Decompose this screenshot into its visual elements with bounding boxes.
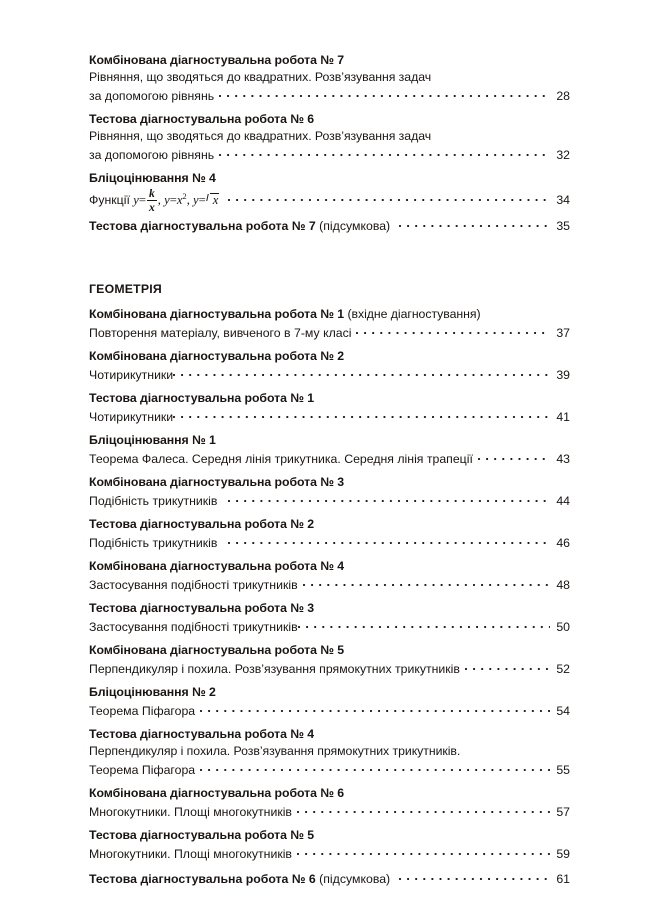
toc-entry-leader-row <box>89 659 570 678</box>
toc-entry-title: Тестова діагностувальна робота № 6 <box>89 112 315 126</box>
toc-entry-title: Комбінована діагностувальна робота № 5 <box>89 643 345 658</box>
toc-page-number: 43 <box>556 452 570 467</box>
math-fraction-denominator: x <box>149 200 155 214</box>
toc-entry-subtitle: Теорема Піфагора <box>89 704 196 719</box>
toc-entry[interactable] <box>89 684 570 720</box>
dot-leader <box>228 190 550 204</box>
dot-leader <box>173 365 550 379</box>
toc-entry-title: Комбінована діагностувальна робота № 2 <box>89 349 345 364</box>
toc-entry-leader-row <box>89 617 570 636</box>
toc-entry[interactable] <box>89 600 570 636</box>
toc-page-number: 28 <box>556 89 570 103</box>
math-var-y2: y <box>164 193 170 208</box>
toc-entry-title: Бліцоцінювання № 4 <box>89 171 216 185</box>
dot-leader <box>478 449 550 463</box>
toc-entry[interactable] <box>89 432 570 468</box>
toc-entry-subtitle: Многокутники. Площі многокутників <box>89 847 292 862</box>
toc-entry-title: Тестова діагностувальна робота № 1 <box>89 391 315 406</box>
toc-page-number: 35 <box>556 219 570 234</box>
toc-entry-subtitle-line2: за допомогою рівнянь <box>89 148 215 162</box>
dot-leader <box>297 844 550 858</box>
toc-page-number: 61 <box>556 872 570 887</box>
toc-entry[interactable] <box>89 390 570 426</box>
math-exponent-2: 2 <box>182 191 187 201</box>
dot-leader <box>356 323 550 337</box>
toc-entry-subtitle: Застосування подібності трикутників <box>89 620 298 635</box>
toc-entry[interactable] <box>89 111 570 164</box>
toc-entry-subtitle: Перпендикуляр і похила. Розв’язування прямокутних трикутників <box>89 662 460 677</box>
toc-entry-title: Тестова діагностувальна робота № 3 <box>89 601 315 616</box>
math-comma-1: , <box>157 193 161 208</box>
toc-entry[interactable] <box>89 306 570 342</box>
toc-entry-leader-row <box>89 802 570 821</box>
math-equals-2: = <box>169 193 177 208</box>
toc-entry-math-line <box>89 187 218 214</box>
toc-entry-leader-row <box>89 145 570 164</box>
dot-leader <box>219 86 550 100</box>
toc-entry-title: Комбінована діагностувальна робота № 3 <box>89 475 345 490</box>
toc-entry-title: Тестова діагностувальна робота № 6 (підсумкова) <box>89 872 391 887</box>
math-comma-2: , <box>186 193 190 208</box>
toc-entry[interactable] <box>89 216 570 235</box>
toc-entry-title: Тестова діагностувальна робота № 7 (підсумкова) <box>89 219 391 234</box>
toc-page-number: 55 <box>556 763 570 778</box>
math-expression <box>133 186 219 214</box>
toc-section-geometry <box>89 281 570 888</box>
toc-entry-title: Комбінована діагностувальна робота № 1 (вхідне діагностування) <box>89 307 481 322</box>
toc-entry-leader-row <box>89 844 570 863</box>
toc-entry-subtitle-line1: Перпендикуляр і похила. Розв’язування прямокутних трикутників. <box>89 744 461 759</box>
math-equals-1: = <box>138 193 146 208</box>
toc-entry-title-suffix: (підсумкова) <box>315 872 391 887</box>
section-spacer <box>89 241 570 281</box>
toc-entry[interactable] <box>89 827 570 863</box>
dot-leader <box>219 145 550 159</box>
toc-page-number: 52 <box>556 662 570 677</box>
toc-entry[interactable] <box>89 642 570 678</box>
toc-entry-subtitle: Многокутники. Площі многокутників <box>89 805 292 820</box>
toc-entry-title: Комбінована діагностувальна робота № 6 <box>89 786 345 801</box>
toc-entry-leader-row <box>89 533 570 552</box>
toc-page-number: 37 <box>556 326 570 341</box>
toc-page-number: 57 <box>556 805 570 820</box>
toc-entry[interactable] <box>89 170 570 214</box>
dot-leader <box>297 802 550 816</box>
toc-entry-subtitle-line2: за допомогою рівнянь <box>89 89 215 103</box>
toc-entry-subtitle-line1: Рівняння, що зводяться до квадратних. Розв’язування задач <box>89 129 432 143</box>
toc-entry-title: Комбінована діагностувальна робота № 7 <box>89 53 345 67</box>
toc-entry-leader-row <box>89 323 570 342</box>
toc-entry-title: Тестова діагностувальна робота № 4 <box>89 727 315 742</box>
toc-entry-title: Тестова діагностувальна робота № 2 <box>89 517 315 532</box>
toc-page-number: 48 <box>556 578 570 593</box>
dot-leader <box>298 617 550 631</box>
math-var-x-squared-base: x <box>176 193 183 208</box>
toc-entry-leader-row <box>89 491 570 510</box>
toc-entry[interactable] <box>89 516 570 552</box>
dot-leader <box>173 407 550 421</box>
toc-entry[interactable] <box>89 52 570 105</box>
toc-page-number: 46 <box>556 536 570 551</box>
toc-entry-subtitle: Подібність трикутників <box>89 536 218 551</box>
toc-page-number: 41 <box>556 410 570 425</box>
toc-entry-title: Бліцоцінювання № 1 <box>89 433 216 448</box>
toc-entry-title: Комбінована діагностувальна робота № 4 <box>89 559 345 574</box>
toc-entry-leader-row <box>89 407 570 426</box>
math-prefix-label: Функції <box>89 193 130 208</box>
toc-entry[interactable] <box>89 869 570 888</box>
toc-entry-subtitle: Чотирикутники <box>89 410 174 425</box>
toc-entry-subtitle: Повторення матеріалу, вивченого в 7-му класі <box>89 326 352 341</box>
toc-section-algebra-continued <box>89 52 570 235</box>
math-var-y3: y <box>193 193 199 208</box>
section-heading-geometry: ГЕОМЕТРІЯ <box>89 282 162 297</box>
toc-page-number: 50 <box>556 620 570 635</box>
toc-entry-title-suffix: (підсумкова) <box>315 219 391 234</box>
toc-entry-title-suffix: (вхідне діагностування) <box>344 307 481 322</box>
toc-entry-leader-row <box>89 701 570 720</box>
toc-entry[interactable] <box>89 558 570 594</box>
toc-page-number: 59 <box>556 847 570 862</box>
toc-page-number: 32 <box>556 148 570 162</box>
toc-entry-leader-row <box>89 449 570 468</box>
math-square-root <box>206 191 219 210</box>
toc-entry-leader-row <box>89 187 570 214</box>
math-var-y1: y <box>133 193 139 208</box>
toc-entry[interactable] <box>89 348 570 384</box>
toc-entry-leader-row <box>89 216 570 235</box>
toc-entry[interactable] <box>89 726 570 779</box>
toc-entry-subtitle: Теорема Фалеса. Середня лінія трикутника. Середня лінія трапеції <box>89 452 473 467</box>
math-fraction-k-over-x <box>147 188 157 214</box>
dot-leader <box>399 869 550 883</box>
toc-entry-subtitle: Подібність трикутників <box>89 494 218 509</box>
toc-entry-leader-row <box>89 365 570 384</box>
dot-leader <box>303 575 550 589</box>
toc-entry-title: Тестова діагностувальна робота № 5 <box>89 828 315 843</box>
math-radicand: x <box>212 193 219 208</box>
toc-entry-subtitle-line2: Теорема Піфагора <box>89 763 196 778</box>
dot-leader <box>465 659 550 673</box>
toc-entry-leader-row <box>89 760 570 779</box>
dot-leader <box>228 533 550 547</box>
toc-entry-leader-row <box>89 869 570 888</box>
dot-leader <box>399 216 550 230</box>
dot-leader <box>228 491 550 505</box>
toc-entry-leader-row <box>89 86 570 105</box>
toc-entry[interactable] <box>89 474 570 510</box>
toc-page-number: 34 <box>556 193 570 208</box>
toc-page-number: 44 <box>556 494 570 509</box>
dot-leader <box>200 701 550 715</box>
math-fraction-numerator: k <box>149 186 155 200</box>
math-equals-3: = <box>198 193 206 208</box>
toc-page-number: 39 <box>556 368 570 383</box>
toc-entry-leader-row <box>89 575 570 594</box>
toc-entry-subtitle: Чотирикутники <box>89 368 174 383</box>
toc-entry-title: Бліцоцінювання № 2 <box>89 685 216 700</box>
toc-entry-subtitle-line1: Рівняння, що зводяться до квадратних. Розв’язування задач <box>89 70 432 84</box>
dot-leader <box>200 760 550 774</box>
toc-entry-subtitle: Застосування подібності трикутників <box>89 578 298 593</box>
toc-page-number: 54 <box>556 704 570 719</box>
toc-entry[interactable] <box>89 785 570 821</box>
